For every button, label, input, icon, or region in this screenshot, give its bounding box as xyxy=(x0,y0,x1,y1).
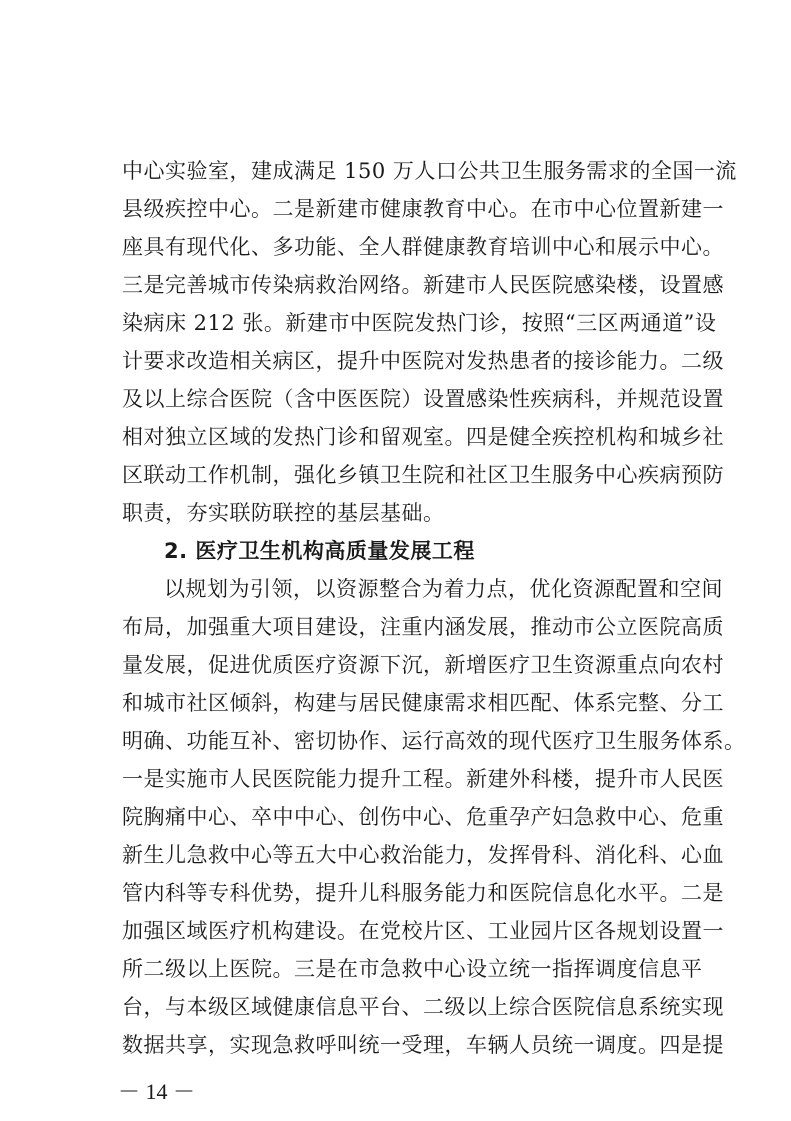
text-line: 相对独立区域的发热门诊和留观室。四是健全疾控机构和城乡社 xyxy=(122,425,724,449)
text-line: 台，与本级区域健康信息平台、二级以上综合医院信息系统实现 xyxy=(122,995,724,1019)
page-number: － 14 － xyxy=(118,1079,196,1104)
text-line: 计要求改造相关病区，提升中医院对发热患者的接诊能力。二级 xyxy=(122,349,724,373)
text-line: 加强区域医疗机构建设。在党校片区、工业园片区各规划设置一 xyxy=(122,919,724,943)
text-line: 明确、功能互补、密切协作、运行高效的现代医疗卫生服务体系。 xyxy=(122,729,746,753)
text-line: 三是完善城市传染病救治网络。新建市人民医院感染楼，设置感 xyxy=(122,273,724,297)
text-line: 布局，加强重大项目建设，注重内涵发展，推动市公立医院高质 xyxy=(122,615,724,639)
text-line: 数据共享，实现急救呼叫统一受理，车辆人员统一调度。四是提 xyxy=(122,1033,724,1057)
text-line: 县级疾控中心。二是新建市健康教育中心。在市中心位置新建一 xyxy=(122,197,724,221)
text-line: 以规划为引领，以资源整合为着力点，优化资源配置和空间 xyxy=(164,577,723,601)
text-line: 新生儿急救中心等五大中心救治能力，发挥骨科、消化科、心血 xyxy=(122,843,724,867)
text-line: 中心实验室，建成满足 150 万人口公共卫生服务需求的全国一流 xyxy=(122,159,737,183)
text-line: 区联动工作机制，强化乡镇卫生院和社区卫生服务中心疾病预防 xyxy=(122,463,724,487)
text-line: 所二级以上医院。三是在市急救中心设立统一指挥调度信息平 xyxy=(122,957,703,981)
section-heading: 2. 医疗卫生机构高质量发展工程 xyxy=(164,539,475,563)
text-line: 量发展，促进优质医疗资源下沉，新增医疗卫生资源重点向农村 xyxy=(122,653,724,677)
text-line: 座具有现代化、多功能、全人群健康教育培训中心和展示中心。 xyxy=(122,235,724,259)
text-line: 染病床 212 张。新建市中医院发热门诊，按照“三区两通道”设 xyxy=(122,311,717,335)
text-line: 管内科等专科优势，提升儿科服务能力和医院信息化水平。二是 xyxy=(122,881,724,905)
text-line: 一是实施市人民医院能力提升工程。新建外科楼，提升市人民医 xyxy=(122,767,724,791)
text-line: 和城市社区倾斜，构建与居民健康需求相匹配、体系完整、分工 xyxy=(122,691,724,715)
text-line: 职责，夯实联防联控的基层基础。 xyxy=(122,501,445,525)
text-line: 院胸痛中心、卒中中心、创伤中心、危重孕产妇急救中心、危重 xyxy=(122,805,724,829)
text-line: 及以上综合医院（含中医医院）设置感染性疾病科，并规范设置 xyxy=(122,387,724,411)
